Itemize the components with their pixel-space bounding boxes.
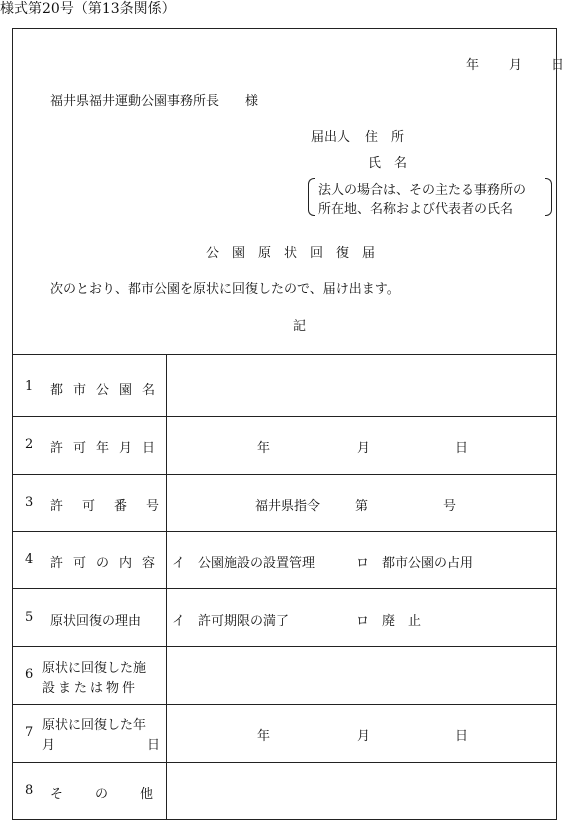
date-month: 月 bbox=[509, 58, 523, 73]
permit-number-go: 号 bbox=[443, 499, 457, 514]
row-label: 原状回復の理由 bbox=[50, 614, 142, 629]
ki-marker: 記 bbox=[293, 319, 307, 334]
row-label-line2: 設または物件 bbox=[42, 681, 139, 696]
row-label-line1: 原状に回復した施 bbox=[42, 661, 147, 676]
row-label-line2-month: 月 bbox=[42, 738, 56, 753]
row-number: 3 bbox=[25, 495, 34, 510]
form-title: 公 園 原 状 回 復 届 bbox=[206, 246, 376, 261]
row-number: 1 bbox=[25, 379, 34, 394]
corporate-note-line2: 所在地、名称および代表者の氏名 bbox=[318, 202, 514, 217]
row-number: 8 bbox=[25, 783, 34, 798]
date-year: 年 bbox=[466, 58, 480, 73]
addressee: 福井県福井運動公園事務所長 様 bbox=[50, 94, 259, 109]
permit-content-option-ro: ロ 都市公園の占用 bbox=[356, 556, 474, 571]
form-frame bbox=[12, 28, 557, 820]
row-divider bbox=[12, 588, 557, 589]
row-number: 4 bbox=[25, 552, 34, 567]
reason-option-ro: ロ 廃 止 bbox=[356, 614, 422, 629]
row-number: 2 bbox=[25, 437, 34, 452]
permit-date-day: 日 bbox=[455, 441, 469, 456]
row-label-line2-day: 日 bbox=[147, 738, 161, 753]
permit-number-dai: 第 bbox=[355, 499, 369, 514]
restored-date-day: 日 bbox=[455, 729, 469, 744]
permit-content-option-i: イ 公園施設の設置管理 bbox=[172, 556, 316, 571]
row-divider bbox=[12, 704, 557, 705]
row-divider bbox=[12, 762, 557, 763]
row-number: 7 bbox=[25, 725, 34, 740]
date-day: 日 bbox=[551, 58, 565, 73]
permit-prefix: 福井県指令 bbox=[255, 499, 321, 514]
reason-option-i: イ 許可期限の満了 bbox=[172, 614, 290, 629]
row-label: 都市公園名 bbox=[50, 383, 166, 398]
row-number: 5 bbox=[25, 610, 34, 625]
corporate-note bbox=[308, 178, 552, 216]
corporate-note-line1: 法人の場合は、その主たる事務所の bbox=[318, 183, 527, 198]
right-bracket bbox=[545, 178, 552, 216]
row-label: 許可番号 bbox=[50, 499, 179, 514]
row-label-line1: 原状に回復した年 bbox=[42, 718, 147, 733]
row-label: その他 bbox=[50, 787, 186, 802]
form-number: 様式第20号（第13条関係） bbox=[0, 1, 176, 17]
column-divider bbox=[166, 354, 167, 820]
restored-date-year: 年 bbox=[257, 729, 271, 744]
applicant-label: 届出人 bbox=[311, 130, 351, 145]
address-label: 住 所 bbox=[365, 130, 405, 145]
left-bracket bbox=[308, 178, 315, 216]
row-divider bbox=[12, 531, 557, 532]
row-label: 許可の内容 bbox=[50, 556, 166, 571]
row-divider bbox=[12, 646, 557, 647]
row-divider bbox=[12, 416, 557, 417]
statement: 次のとおり、都市公園を原状に回復したので、届け出ます。 bbox=[50, 282, 400, 297]
row-divider bbox=[12, 474, 557, 475]
row-number: 6 bbox=[25, 667, 34, 682]
restored-date-month: 月 bbox=[357, 729, 371, 744]
table-top-line bbox=[12, 354, 557, 355]
permit-date-month: 月 bbox=[357, 441, 371, 456]
row-label: 許可年月日 bbox=[50, 441, 166, 456]
name-label: 氏 名 bbox=[368, 156, 408, 171]
permit-date-year: 年 bbox=[257, 441, 271, 456]
